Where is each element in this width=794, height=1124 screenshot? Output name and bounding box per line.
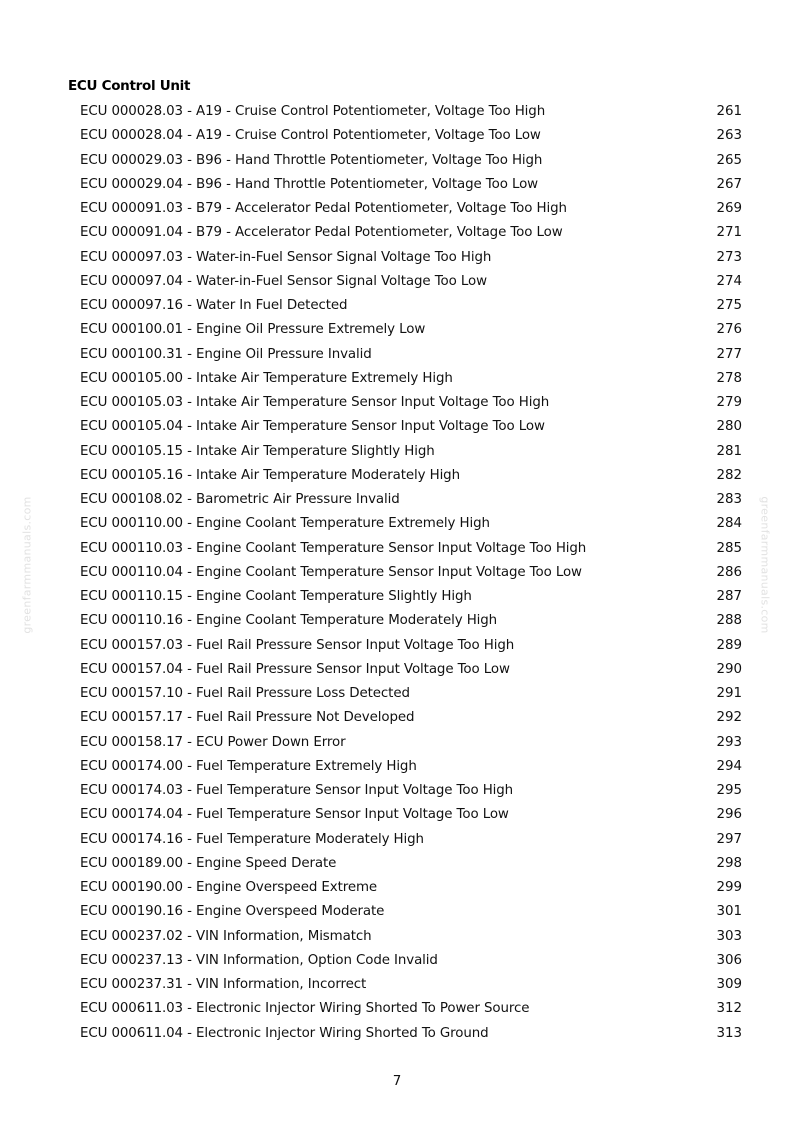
toc-entry-page: 280 — [716, 419, 742, 435]
toc-entry-page: 291 — [716, 686, 742, 701]
toc-entry-title: ECU 000174.00 - Fuel Temperature Extremely High — [80, 758, 417, 774]
toc-entry-page: 263 — [716, 128, 742, 144]
toc-entry[interactable] — [80, 343, 742, 367]
toc-entry-page: 285 — [716, 540, 742, 556]
toc-entry-title: ECU 000157.17 - Fuel Rail Pressure Not Developed — [80, 710, 415, 726]
toc-entry-page: 306 — [716, 952, 742, 968]
toc-entry-page: 299 — [716, 880, 742, 895]
toc-entry[interactable] — [80, 440, 742, 464]
toc-entry-title: ECU 000174.03 - Fuel Temperature Sensor Input Voltage Too High — [80, 783, 514, 798]
toc-entry-page: 286 — [716, 564, 742, 580]
toc-entry-title: ECU 000100.31 - Engine Oil Pressure Invalid — [80, 346, 372, 362]
toc-entry-title: ECU 000110.03 - Engine Coolant Temperature Sensor Input Voltage Too High — [80, 540, 587, 556]
toc-entry-title: ECU 000097.03 - Water-in-Fuel Sensor Signal Voltage Too High — [80, 249, 492, 265]
toc-entry[interactable] — [80, 318, 742, 342]
toc-entry-title: ECU 000105.04 - Intake Air Temperature Sensor Input Voltage Too Low — [80, 419, 545, 435]
watermark-left: greenfarmmanuals.com — [20, 496, 34, 634]
toc-entry[interactable] — [80, 537, 742, 561]
section-heading: ECU Control Unit — [68, 78, 191, 94]
toc-entry-page: 288 — [716, 613, 742, 629]
toc-entry[interactable] — [80, 973, 742, 997]
toc-entry[interactable] — [80, 658, 742, 682]
toc-entry[interactable] — [80, 391, 742, 415]
toc-entry-title: ECU 000028.03 - A19 - Cruise Control Potentiometer, Voltage Too High — [80, 104, 546, 119]
toc-entry-page: 284 — [716, 516, 742, 532]
table-of-contents — [80, 100, 742, 1046]
toc-entry[interactable] — [80, 731, 742, 755]
toc-entry[interactable] — [80, 488, 742, 512]
toc-entry-title: ECU 000237.02 - VIN Information, Mismatch — [80, 928, 372, 944]
toc-entry[interactable] — [80, 367, 742, 391]
toc-entry-page: 289 — [716, 637, 742, 653]
toc-entry-title: ECU 000105.00 - Intake Air Temperature Extremely High — [80, 370, 453, 386]
toc-entry[interactable] — [80, 900, 742, 924]
toc-entry-page: 269 — [716, 201, 742, 216]
toc-entry[interactable] — [80, 755, 742, 779]
toc-entry-title: ECU 000190.16 - Engine Overspeed Moderate — [80, 904, 385, 920]
toc-entry[interactable] — [80, 246, 742, 270]
toc-entry-page: 287 — [716, 589, 742, 604]
toc-entry-title: ECU 000237.13 - VIN Information, Option Code Invalid — [80, 952, 438, 968]
toc-entry[interactable] — [80, 997, 742, 1021]
toc-entry-title: ECU 000108.02 - Barometric Air Pressure Invalid — [80, 492, 400, 507]
toc-entry-title: ECU 000237.31 - VIN Information, Incorrect — [80, 977, 367, 992]
toc-entry-page: 296 — [716, 807, 742, 823]
toc-entry-page: 293 — [716, 734, 742, 750]
toc-entry-page: 279 — [716, 395, 742, 410]
toc-entry-page: 292 — [716, 710, 742, 726]
toc-entry-page: 309 — [716, 977, 742, 992]
toc-entry-title: ECU 000110.04 - Engine Coolant Temperature Sensor Input Voltage Too Low — [80, 564, 582, 580]
toc-entry[interactable] — [80, 221, 742, 245]
toc-entry-title: ECU 000110.16 - Engine Coolant Temperature Moderately High — [80, 613, 498, 629]
toc-entry-page: 276 — [716, 322, 742, 338]
toc-entry[interactable] — [80, 925, 742, 949]
toc-entry-title: ECU 000105.16 - Intake Air Temperature Moderately High — [80, 467, 460, 483]
toc-entry-page: 267 — [716, 176, 742, 192]
toc-entry[interactable] — [80, 779, 742, 803]
toc-entry-title: ECU 000105.15 - Intake Air Temperature Slightly High — [80, 443, 435, 459]
toc-entry-title: ECU 000190.00 - Engine Overspeed Extreme — [80, 880, 378, 895]
toc-entry[interactable] — [80, 270, 742, 294]
toc-entry[interactable] — [80, 415, 742, 439]
toc-entry-title: ECU 000097.16 - Water In Fuel Detected — [80, 298, 348, 313]
toc-entry-title: ECU 000029.04 - B96 - Hand Throttle Potentiometer, Voltage Too Low — [80, 176, 539, 192]
toc-entry[interactable] — [80, 876, 742, 900]
toc-entry[interactable] — [80, 1022, 742, 1046]
toc-entry-page: 301 — [716, 904, 742, 920]
toc-entry-page: 277 — [716, 346, 742, 362]
toc-entry[interactable] — [80, 124, 742, 148]
toc-entry[interactable] — [80, 609, 742, 633]
toc-entry-title: ECU 000158.17 - ECU Power Down Error — [80, 734, 346, 750]
toc-entry[interactable] — [80, 464, 742, 488]
toc-entry[interactable] — [80, 561, 742, 585]
toc-entry-page: 273 — [716, 249, 742, 265]
toc-entry-page: 298 — [716, 855, 742, 871]
toc-entry-title: ECU 000611.03 - Electronic Injector Wiring Shorted To Power Source — [80, 1001, 530, 1017]
toc-entry[interactable] — [80, 512, 742, 536]
toc-entry-title: ECU 000157.03 - Fuel Rail Pressure Sensor Input Voltage Too High — [80, 637, 515, 653]
toc-entry-title: ECU 000110.00 - Engine Coolant Temperature Extremely High — [80, 516, 490, 532]
toc-entry[interactable] — [80, 197, 742, 221]
toc-entry-title: ECU 000157.10 - Fuel Rail Pressure Loss Detected — [80, 686, 410, 701]
toc-entry[interactable] — [80, 803, 742, 827]
toc-entry-title: ECU 000105.03 - Intake Air Temperature Sensor Input Voltage Too High — [80, 395, 550, 410]
toc-entry-title: ECU 000611.04 - Electronic Injector Wiring Shorted To Ground — [80, 1025, 489, 1041]
toc-entry[interactable] — [80, 585, 742, 609]
toc-entry-title: ECU 000174.04 - Fuel Temperature Sensor Input Voltage Too Low — [80, 807, 509, 823]
toc-entry[interactable] — [80, 294, 742, 318]
toc-entry[interactable] — [80, 852, 742, 876]
toc-entry-page: 261 — [716, 104, 742, 119]
toc-entry-title: ECU 000097.04 - Water-in-Fuel Sensor Signal Voltage Too Low — [80, 273, 487, 289]
toc-entry-page: 282 — [716, 467, 742, 483]
toc-entry-page: 281 — [716, 443, 742, 459]
toc-entry[interactable] — [80, 706, 742, 730]
toc-entry-title: ECU 000091.03 - B79 - Accelerator Pedal Potentiometer, Voltage Too High — [80, 201, 567, 216]
toc-entry-page: 297 — [716, 831, 742, 847]
toc-entry-page: 275 — [716, 298, 742, 313]
toc-entry[interactable] — [80, 173, 742, 197]
toc-entry[interactable] — [80, 828, 742, 852]
toc-entry-title: ECU 000029.03 - B96 - Hand Throttle Potentiometer, Voltage Too High — [80, 152, 543, 168]
toc-entry-title: ECU 000100.01 - Engine Oil Pressure Extremely Low — [80, 322, 426, 338]
toc-entry-page: 283 — [716, 492, 742, 507]
toc-entry-page: 265 — [716, 152, 742, 168]
toc-entry[interactable] — [80, 100, 742, 124]
toc-entry-page: 312 — [716, 1001, 742, 1017]
toc-entry-page: 294 — [716, 758, 742, 774]
toc-entry-page: 295 — [716, 783, 742, 798]
toc-entry-title: ECU 000110.15 - Engine Coolant Temperature Slightly High — [80, 589, 472, 604]
toc-entry-page: 290 — [716, 661, 742, 677]
toc-entry-title: ECU 000157.04 - Fuel Rail Pressure Sensor Input Voltage Too Low — [80, 661, 510, 677]
toc-entry[interactable] — [80, 149, 742, 173]
toc-entry-page: 274 — [716, 273, 742, 289]
toc-entry-page: 278 — [716, 370, 742, 386]
toc-entry-title: ECU 000174.16 - Fuel Temperature Moderately High — [80, 831, 424, 847]
watermark-right: greenfarmmanuals.com — [758, 496, 772, 634]
toc-entry[interactable] — [80, 682, 742, 706]
toc-entry-page: 271 — [716, 225, 742, 241]
page-number: 7 — [392, 1073, 402, 1089]
toc-entry-page: 303 — [716, 928, 742, 944]
toc-entry-title: ECU 000189.00 - Engine Speed Derate — [80, 855, 337, 871]
toc-entry-title: ECU 000028.04 - A19 - Cruise Control Potentiometer, Voltage Too Low — [80, 128, 541, 144]
toc-entry[interactable] — [80, 634, 742, 658]
toc-entry[interactable] — [80, 949, 742, 973]
toc-entry-title: ECU 000091.04 - B79 - Accelerator Pedal Potentiometer, Voltage Too Low — [80, 225, 563, 241]
toc-entry-page: 313 — [716, 1025, 742, 1041]
